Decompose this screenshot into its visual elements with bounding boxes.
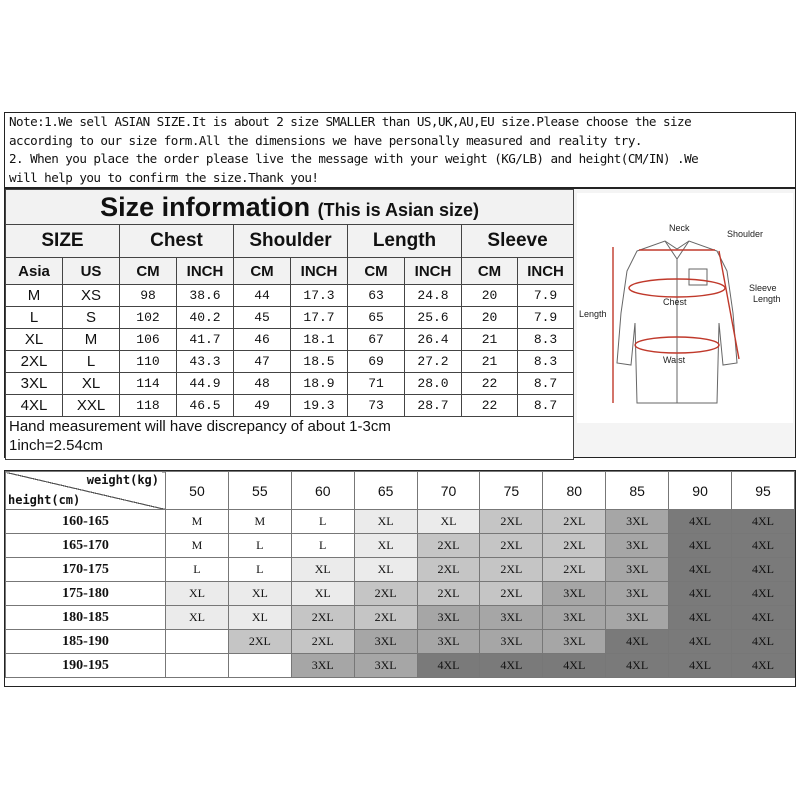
size-recommendation-cell: XL	[291, 558, 354, 582]
size-recommendation-cell: 4XL	[669, 534, 732, 558]
size-recommendation-cell: 3XL	[606, 558, 669, 582]
shirt-pocket	[689, 269, 707, 285]
col-length-cm: CM	[348, 258, 405, 285]
label-sleeve-length: Length	[753, 294, 781, 304]
weight-header: 90	[669, 472, 732, 510]
size-row	[6, 307, 574, 329]
label-length: Length	[579, 309, 607, 319]
height-label: 180-185	[6, 606, 166, 630]
size-recommendation-cell: 4XL	[606, 630, 669, 654]
size-cell: 8.3	[518, 351, 574, 373]
label-shoulder: Shoulder	[727, 229, 764, 239]
size-cell: 3XL	[6, 373, 63, 395]
size-recommendation-cell: 2XL	[417, 582, 480, 606]
weight-header: 80	[543, 472, 606, 510]
size-recommendation-cell: XL	[354, 558, 417, 582]
size-cell: XL	[63, 373, 120, 395]
size-cell: 8.7	[518, 373, 574, 395]
size-cell: 18.5	[291, 351, 348, 373]
height-row	[6, 630, 795, 654]
size-cell: 45	[234, 307, 291, 329]
size-cell: 46.5	[177, 395, 234, 417]
size-recommendation-cell: 2XL	[543, 510, 606, 534]
size-row	[6, 395, 574, 417]
height-label: 190-195	[6, 654, 166, 678]
size-cell: M	[6, 285, 63, 307]
size-cell: 19.3	[291, 395, 348, 417]
size-recommendation-cell: 2XL	[543, 558, 606, 582]
col-chest-cm: CM	[120, 258, 177, 285]
col-shoulder-inch: INCH	[291, 258, 348, 285]
height-label: 165-170	[6, 534, 166, 558]
col-asia: Asia	[6, 258, 63, 285]
size-recommendation-cell: 2XL	[354, 582, 417, 606]
size-recommendation-cell: 4XL	[480, 654, 543, 678]
label-neck: Neck	[669, 223, 690, 233]
size-note	[4, 112, 796, 188]
group-shoulder: Shoulder	[234, 225, 348, 258]
note-line: Note:1.We sell ASIAN SIZE.It is about 2 size SMALLER than US,UK,AU,EU size.Please choose the size	[9, 114, 692, 129]
size-recommendation-cell: 2XL	[417, 558, 480, 582]
size-cell: 2XL	[6, 351, 63, 373]
size-recommendation-cell: 4XL	[543, 654, 606, 678]
size-cell: 102	[120, 307, 177, 329]
size-cell: 69	[348, 351, 405, 373]
size-recommendation-cell: 2XL	[291, 606, 354, 630]
size-recommendation-cell	[166, 654, 229, 678]
size-cell: 21	[462, 351, 518, 373]
height-row	[6, 582, 795, 606]
size-cell: 38.6	[177, 285, 234, 307]
group-chest: Chest	[120, 225, 234, 258]
weight-header: 95	[732, 472, 795, 510]
size-recommendation-cell: L	[228, 534, 291, 558]
inch-conversion-note: 1inch=2.54cm	[9, 437, 103, 454]
col-sleeve-cm: CM	[462, 258, 518, 285]
col-chest-inch: INCH	[177, 258, 234, 285]
size-recommendation-cell: 4XL	[732, 558, 795, 582]
weight-header: 70	[417, 472, 480, 510]
col-us: US	[63, 258, 120, 285]
size-recommendation-cell: 3XL	[480, 630, 543, 654]
size-recommendation-cell: 3XL	[606, 534, 669, 558]
size-recommendation-cell: XL	[166, 606, 229, 630]
size-recommendation-cell: 3XL	[543, 606, 606, 630]
size-recommendation-cell: 3XL	[480, 606, 543, 630]
size-recommendation-cell: 2XL	[228, 630, 291, 654]
size-cell: 40.2	[177, 307, 234, 329]
size-cell: 24.8	[405, 285, 462, 307]
size-recommendation-cell: 3XL	[606, 582, 669, 606]
size-cell: 63	[348, 285, 405, 307]
size-recommendation-cell: 4XL	[606, 654, 669, 678]
size-recommendation-cell: 2XL	[291, 630, 354, 654]
size-cell: M	[63, 329, 120, 351]
size-cell: 28.7	[405, 395, 462, 417]
col-shoulder-cm: CM	[234, 258, 291, 285]
size-cell: 44	[234, 285, 291, 307]
size-recommendation-cell: 3XL	[354, 630, 417, 654]
chart-header-row	[6, 472, 795, 510]
col-sleeve-inch: INCH	[518, 258, 574, 285]
shirt-measurement-diagram	[577, 193, 793, 423]
size-recommendation-cell: M	[166, 534, 229, 558]
weight-height-size-chart	[4, 470, 796, 687]
size-recommendation-cell: 4XL	[669, 654, 732, 678]
size-cell: 22	[462, 395, 518, 417]
note-line: will help you to confirm the size.Thank you!	[9, 169, 319, 185]
height-label: 160-165	[6, 510, 166, 534]
size-recommendation-cell: 2XL	[354, 606, 417, 630]
size-information-panel	[4, 188, 796, 458]
size-cell: 73	[348, 395, 405, 417]
size-recommendation-cell: 2XL	[480, 534, 543, 558]
height-row	[6, 606, 795, 630]
size-recommendation-cell: 4XL	[732, 630, 795, 654]
size-cell: 49	[234, 395, 291, 417]
size-cell: 8.3	[518, 329, 574, 351]
size-cell: 48	[234, 373, 291, 395]
size-recommendation-cell: M	[228, 510, 291, 534]
size-recommendation-cell: 4XL	[669, 510, 732, 534]
size-recommendation-cell: XL	[417, 510, 480, 534]
size-cell: 44.9	[177, 373, 234, 395]
size-cell: 4XL	[6, 395, 63, 417]
weight-header: 60	[291, 472, 354, 510]
size-cell: 26.4	[405, 329, 462, 351]
size-row	[6, 285, 574, 307]
size-cell: 21	[462, 329, 518, 351]
size-recommendation-cell: 4XL	[669, 606, 732, 630]
group-size: SIZE	[6, 225, 120, 258]
size-recommendation-cell	[228, 654, 291, 678]
note-line: 2. When you place the order please live the message with your weight (KG/LB) and height(CM/IN) .We	[9, 151, 699, 166]
size-cell: 25.6	[405, 307, 462, 329]
size-recommendation-cell: XL	[228, 606, 291, 630]
size-recommendation-cell: 4XL	[669, 630, 732, 654]
height-row	[6, 510, 795, 534]
size-table-title	[6, 190, 574, 225]
size-recommendation-cell: 3XL	[606, 606, 669, 630]
size-cell: 46	[234, 329, 291, 351]
size-cell: 7.9	[518, 285, 574, 307]
size-cell: L	[63, 351, 120, 373]
weight-axis-label: weight(kg)	[86, 473, 159, 487]
height-label: 185-190	[6, 630, 166, 654]
size-recommendation-cell: 3XL	[417, 606, 480, 630]
size-cell: 22	[462, 373, 518, 395]
size-cell: 110	[120, 351, 177, 373]
chart-corner-cell	[6, 472, 166, 510]
group-length: Length	[348, 225, 462, 258]
size-title-main: Size information	[100, 191, 311, 222]
discrepancy-note: Hand measurement will have discrepancy of about 1-3cm	[9, 418, 391, 435]
height-row	[6, 558, 795, 582]
size-cell: XS	[63, 285, 120, 307]
size-cell: 98	[120, 285, 177, 307]
note-line: according to our size form.All the dimensions we have personally measured and reality try.	[9, 132, 642, 148]
group-sleeve: Sleeve	[462, 225, 574, 258]
size-recommendation-cell: 4XL	[732, 606, 795, 630]
weight-header: 65	[354, 472, 417, 510]
size-recommendation-cell: 3XL	[291, 654, 354, 678]
size-cell: 7.9	[518, 307, 574, 329]
size-cell: 71	[348, 373, 405, 395]
size-cell: 43.3	[177, 351, 234, 373]
size-recommendation-cell: L	[291, 534, 354, 558]
label-waist: Waist	[663, 355, 686, 365]
size-recommendation-cell: 4XL	[732, 654, 795, 678]
height-row	[6, 654, 795, 678]
size-cell: S	[63, 307, 120, 329]
size-cell: 20	[462, 307, 518, 329]
size-cell: 65	[348, 307, 405, 329]
size-recommendation-cell: 3XL	[354, 654, 417, 678]
size-recommendation-cell: 3XL	[417, 630, 480, 654]
size-cell: 28.0	[405, 373, 462, 395]
size-cell: 27.2	[405, 351, 462, 373]
sleeve-measure	[719, 251, 739, 359]
measurement-footnote	[6, 417, 574, 460]
size-recommendation-cell: 2XL	[417, 534, 480, 558]
size-cell: 47	[234, 351, 291, 373]
label-sleeve: Sleeve	[749, 283, 777, 293]
size-recommendation-cell: L	[228, 558, 291, 582]
label-chest: Chest	[663, 297, 687, 307]
col-length-inch: INCH	[405, 258, 462, 285]
size-cell: 8.7	[518, 395, 574, 417]
size-recommendation-cell: 4XL	[669, 558, 732, 582]
size-recommendation-cell: M	[166, 510, 229, 534]
size-information-table	[5, 189, 574, 460]
size-cell: XL	[6, 329, 63, 351]
size-recommendation-cell	[166, 630, 229, 654]
subheader-row	[6, 258, 574, 285]
size-cell: 20	[462, 285, 518, 307]
measurement-lines	[613, 247, 739, 403]
size-row	[6, 351, 574, 373]
size-recommendation-cell: XL	[354, 510, 417, 534]
size-recommendation-cell: L	[166, 558, 229, 582]
height-row	[6, 534, 795, 558]
size-recommendation-cell: 4XL	[732, 510, 795, 534]
size-recommendation-cell: 4XL	[669, 582, 732, 606]
size-recommendation-cell: 3XL	[543, 630, 606, 654]
size-cell: 18.1	[291, 329, 348, 351]
size-cell: XXL	[63, 395, 120, 417]
size-cell: 118	[120, 395, 177, 417]
weight-header: 50	[166, 472, 229, 510]
size-recommendation-cell: L	[291, 510, 354, 534]
size-recommendation-cell: 2XL	[480, 558, 543, 582]
size-cell: 41.7	[177, 329, 234, 351]
height-axis-label: height(cm)	[8, 493, 81, 507]
size-cell: 67	[348, 329, 405, 351]
size-recommendation-cell: XL	[228, 582, 291, 606]
size-recommendation-cell: XL	[354, 534, 417, 558]
size-row	[6, 373, 574, 395]
size-recommendation-table	[5, 471, 795, 678]
size-recommendation-cell: 4XL	[417, 654, 480, 678]
size-recommendation-cell: 4XL	[732, 534, 795, 558]
weight-header: 85	[606, 472, 669, 510]
weight-header: 75	[480, 472, 543, 510]
size-cell: 114	[120, 373, 177, 395]
height-label: 175-180	[6, 582, 166, 606]
size-recommendation-cell: 3XL	[606, 510, 669, 534]
size-cell: 17.7	[291, 307, 348, 329]
size-recommendation-cell: 2XL	[480, 582, 543, 606]
size-cell: L	[6, 307, 63, 329]
size-recommendation-cell: 3XL	[543, 582, 606, 606]
size-recommendation-cell: 2XL	[543, 534, 606, 558]
size-cell: 18.9	[291, 373, 348, 395]
size-row	[6, 329, 574, 351]
shirt-outline	[617, 241, 737, 403]
size-title-note: (This is Asian size)	[317, 199, 479, 220]
size-cell: 106	[120, 329, 177, 351]
weight-header: 55	[228, 472, 291, 510]
size-cell: 17.3	[291, 285, 348, 307]
size-recommendation-cell: 4XL	[732, 582, 795, 606]
size-recommendation-cell: XL	[166, 582, 229, 606]
size-recommendation-cell: XL	[291, 582, 354, 606]
height-label: 170-175	[6, 558, 166, 582]
size-recommendation-cell: 2XL	[480, 510, 543, 534]
